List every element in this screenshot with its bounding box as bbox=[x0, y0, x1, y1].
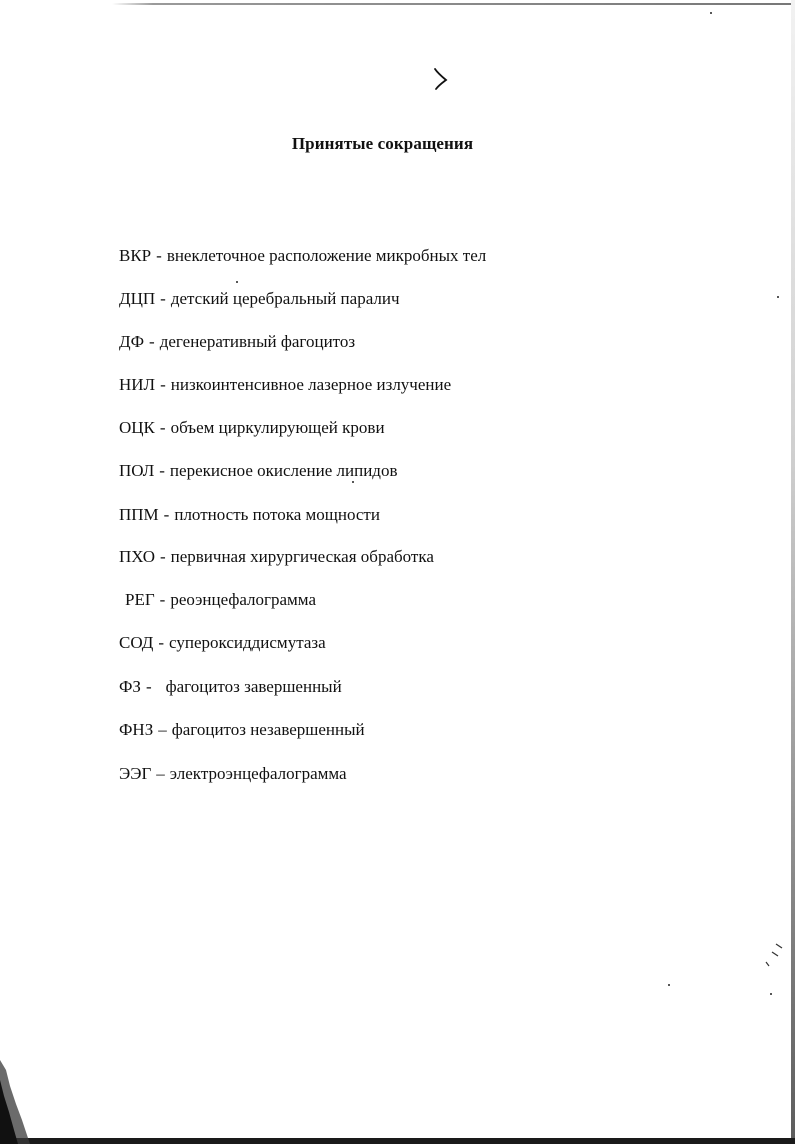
abbreviation-definition: фагоцитоз завершенный bbox=[165, 677, 342, 696]
abbreviation-term: НИЛ bbox=[119, 375, 156, 394]
abbreviation-term: ОЦК bbox=[119, 418, 155, 437]
abbreviation-definition: перекисное окисление липидов bbox=[169, 461, 398, 480]
abbreviation-separator: - bbox=[160, 375, 166, 394]
abbreviation-definition: первичная хирургическая обработка bbox=[170, 547, 434, 566]
list-item bbox=[119, 418, 385, 438]
abbreviation-separator: - bbox=[163, 505, 170, 524]
list-item bbox=[119, 289, 400, 309]
list-item bbox=[119, 375, 451, 395]
abbreviation-separator: - bbox=[156, 246, 162, 265]
abbreviation-term: ВКР bbox=[119, 246, 152, 265]
abbreviation-separator: - bbox=[149, 332, 155, 351]
abbreviation-definition: реоэнцефалограмма bbox=[170, 590, 316, 609]
abbreviation-definition: плотность потока мощности bbox=[174, 505, 380, 524]
abbreviation-term: ЭЭГ bbox=[119, 764, 152, 783]
abbreviation-separator: - bbox=[159, 547, 166, 566]
abbreviation-definition: внеклеточное расположение микробных тел bbox=[166, 246, 487, 265]
list-item bbox=[119, 461, 398, 481]
abbreviation-separator: - bbox=[159, 590, 166, 609]
abbreviation-term: ДЦП bbox=[119, 289, 156, 308]
list-item bbox=[119, 547, 434, 567]
list-item bbox=[119, 677, 342, 697]
abbreviation-term: ПХО bbox=[119, 547, 155, 566]
abbreviation-term: РЕГ bbox=[125, 590, 155, 609]
list-item bbox=[119, 764, 347, 784]
list-item bbox=[119, 720, 365, 740]
abbreviation-term: ПОЛ bbox=[119, 461, 155, 480]
abbreviation-definition: объем циркулирующей крови bbox=[170, 418, 385, 437]
abbreviation-definition: фагоцитоз незавершенный bbox=[171, 720, 365, 739]
abbreviation-term: ДФ bbox=[119, 332, 145, 351]
abbreviation-separator: – bbox=[156, 764, 165, 783]
abbreviation-term: СОД bbox=[119, 633, 154, 652]
abbreviation-definition: супероксиддисмутаза bbox=[169, 633, 326, 652]
page-title: Принятые сокращения bbox=[291, 134, 474, 153]
abbreviation-definition: дегенеративный фагоцитоз bbox=[159, 332, 356, 351]
scan-speck bbox=[710, 12, 712, 14]
abbreviation-separator: – bbox=[158, 720, 167, 739]
scan-speck bbox=[352, 481, 354, 483]
abbreviation-separator: - bbox=[159, 418, 166, 437]
list-item bbox=[119, 332, 355, 352]
scan-speck bbox=[770, 993, 772, 995]
abbreviation-term: ППМ bbox=[119, 505, 159, 524]
scan-speck bbox=[777, 296, 779, 298]
list-item bbox=[119, 633, 326, 653]
abbreviation-definition: электроэнцефалограмма bbox=[169, 764, 347, 783]
list-item bbox=[125, 590, 316, 610]
abbreviation-term: ФНЗ bbox=[119, 720, 154, 739]
abbreviation-separator: - bbox=[160, 289, 166, 308]
scan-marks bbox=[760, 940, 786, 970]
abbreviation-definition: детский церебральный паралич bbox=[170, 289, 400, 308]
list-item bbox=[119, 505, 380, 525]
abbreviation-separator: - bbox=[159, 461, 165, 480]
abbreviation-separator: - bbox=[158, 633, 165, 652]
abbreviation-term: ФЗ bbox=[119, 677, 141, 696]
scan-speck bbox=[236, 281, 238, 283]
list-item bbox=[119, 246, 486, 266]
abbreviation-separator: - bbox=[145, 677, 152, 696]
scan-speck bbox=[668, 984, 670, 986]
abbreviation-definition: низкоинтенсивное лазерное излучение bbox=[170, 375, 452, 394]
